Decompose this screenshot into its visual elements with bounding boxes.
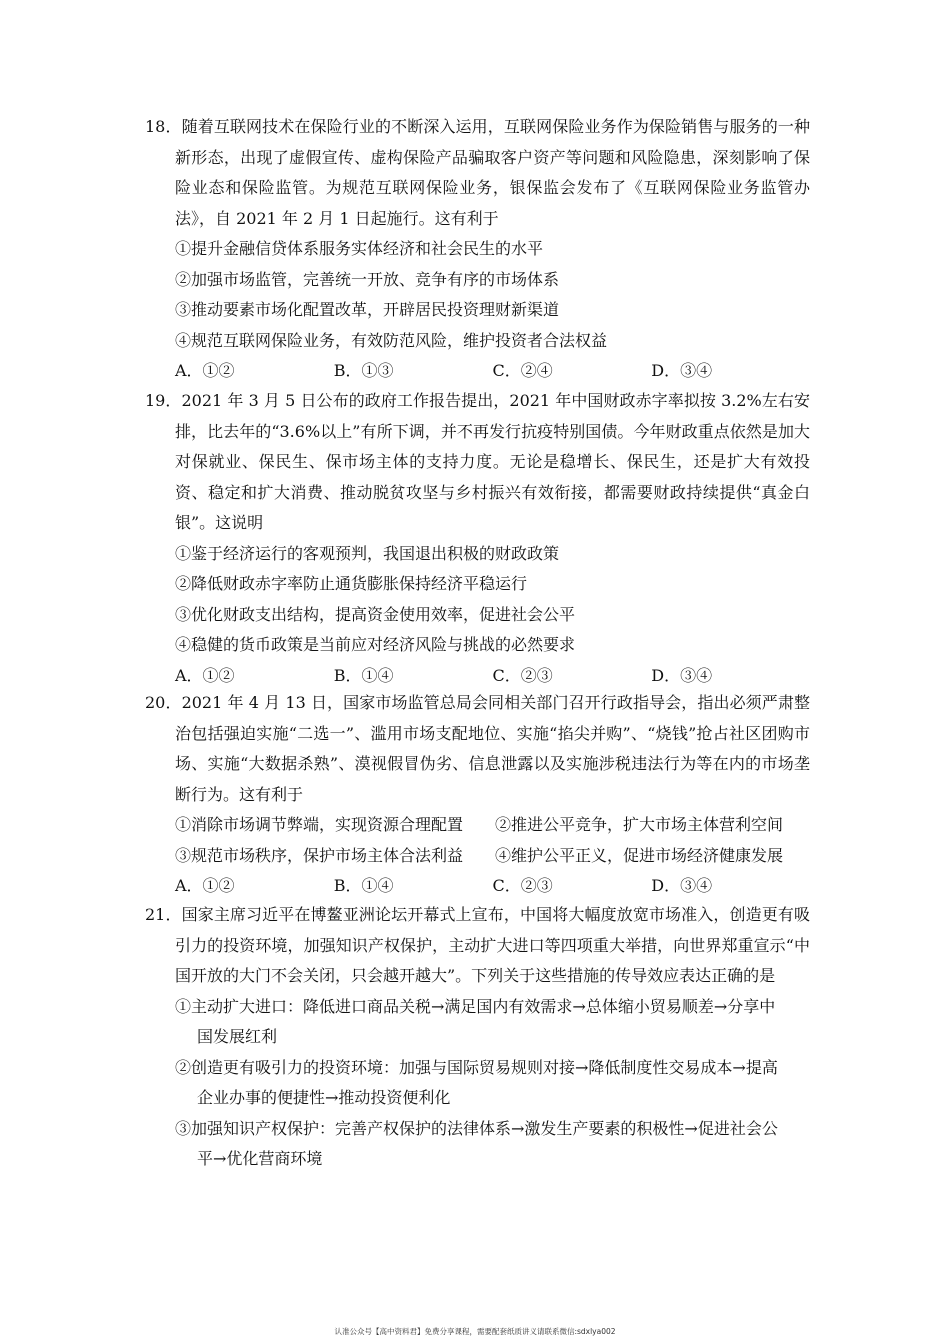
question-20-stem xyxy=(145,688,810,810)
choice-a: A．①② xyxy=(175,876,235,895)
question-18 xyxy=(145,112,810,387)
question-19-option-4: ④稳健的货币政策是当前应对经济风险与挑战的必然要求 xyxy=(175,635,576,654)
question-19-number: 19． xyxy=(145,391,182,410)
page-footer: 认准公众号【高中资料君】免费分享课程，需要配套纸质讲义请联系微信:sdxlya002 xyxy=(334,1327,616,1336)
question-20-number: 20． xyxy=(145,693,182,712)
question-19-stem xyxy=(145,386,810,539)
question-21 xyxy=(145,900,810,1175)
question-18-option-4: ④规范互联网保险业务，有效防范风险，维护投资者合法权益 xyxy=(175,330,608,350)
question-18-option-3: ③推动要素市场化配置改革，开辟居民投资理财新渠道 xyxy=(175,300,560,319)
question-19-choices xyxy=(145,661,810,692)
question-21-option-1 xyxy=(145,992,810,1053)
question-20-choices xyxy=(145,871,810,902)
question-19-text: 2021 年 3 月 5 日公布的政府工作报告提出，2021 年中国财政赤字率拟按 3.2%左右安排，比去年的“3.6%以上”有所下调，并不再发行抗疫特别国债。今年财政重点依然是加大对保就业、保民生、保市场主体的支持力度。无论是稳增长、保民生，还是扩大有效投资、稳定和扩大消费、推动脱贫攻坚与乡村振兴有效衔接，都需要财政持续提供“真金白银”。这说明 xyxy=(175,391,810,532)
question-21-option-2-line-1: ②创造更有吸引力的投资环境：加强与国际贸易规则对接→降低制度性交易成本→提高 xyxy=(175,1057,778,1077)
question-21-stem xyxy=(145,900,810,992)
question-20 xyxy=(145,688,810,902)
question-18-text: 随着互联网技术在保险行业的不断深入运用，互联网保险业务作为保险销售与服务的一种新形态，出现了虚假宣传、虚构保险产品骗取客户资产等问题和风险隐患，深刻影响了保险业态和保险监管。为规范互联网保险业务，银保监会发布了《互联网保险业务监管办法》，自 2021 年 2 月 1 日起施行。这有利于 xyxy=(175,117,810,228)
choice-a: A．①② xyxy=(175,665,235,685)
question-18-choices xyxy=(145,356,810,387)
choice-c: C．②③ xyxy=(492,876,553,895)
question-21-option-3-line-1: ③加强知识产权保护：完善产权保护的法律体系→激发生产要素的积极性→促进社会公 xyxy=(175,1118,778,1138)
question-21-option-2 xyxy=(145,1053,810,1114)
choice-d: D．③④ xyxy=(651,876,713,895)
choice-b: B．①③ xyxy=(333,361,394,380)
question-20-options-row-2 xyxy=(145,841,810,872)
question-21-text: 国家主席习近平在博鳌亚洲论坛开幕式上宣布，中国将大幅度放宽市场准入，创造更有吸引力的投资环境，加强知识产权保护，主动扩大进口等四项重大举措，向世界郑重宣示“中国开放的大门不会关闭，只会越开越大”。下列关于这些措施的传导效应表达正确的是 xyxy=(175,905,810,985)
question-18-number: 18． xyxy=(145,117,182,136)
question-20-text: 2021 年 4 月 13 日，国家市场监管总局会同相关部门召开行政指导会，指出必须严肃整治包括强迫实施“二选一”、滥用市场支配地位、实施“掐尖并购”、“烧钱”抢占社区团购市场、实施“大数据杀熟”、漠视假冒伪劣、信息泄露以及实施涉税违法行为等在内的市场垄断行为。这有利于 xyxy=(175,693,810,804)
question-18-option-2: ②加强市场监管，完善统一开放、竞争有序的市场体系 xyxy=(175,269,560,289)
question-21-option-1-line-2: 国发展红利 xyxy=(197,1027,278,1046)
question-20-option-1: ①消除市场调节弊端，实现资源合理配置 xyxy=(175,815,464,834)
question-20-option-3: ③规范市场秩序，保护市场主体合法利益 xyxy=(175,845,464,865)
question-20-options-row-1 xyxy=(145,810,810,841)
question-21-number: 21． xyxy=(145,905,182,924)
choice-d: D．③④ xyxy=(651,665,713,685)
question-19-option-1: ①鉴于经济运行的客观预判，我国退出积极的财政政策 xyxy=(175,543,560,563)
question-19-option-2: ②降低财政赤字率防止通货膨胀保持经济平稳运行 xyxy=(175,574,528,593)
choice-d: D．③④ xyxy=(651,361,713,380)
question-21-option-1-line-1: ①主动扩大进口：降低进口商品关税→满足国内有效需求→总体缩小贸易顺差→分享中 xyxy=(175,996,776,1016)
choice-a: A．①② xyxy=(175,361,235,380)
choice-c: C．②④ xyxy=(492,361,553,380)
question-21-option-3-line-2: 平→优化营商环境 xyxy=(197,1149,323,1168)
question-19 xyxy=(145,386,810,691)
choice-b: B．①④ xyxy=(333,665,394,685)
choice-b: B．①④ xyxy=(333,876,394,895)
question-20-option-4: ④维护公平正义，促进市场经济健康发展 xyxy=(495,845,784,865)
question-18-option-1: ①提升金融信贷体系服务实体经济和社会民生的水平 xyxy=(175,239,544,258)
question-21-option-2-line-2: 企业办事的便捷性→推动投资便利化 xyxy=(197,1088,451,1107)
choice-c: C．②③ xyxy=(492,665,553,685)
question-20-option-2: ②推进公平竞争，扩大市场主体营利空间 xyxy=(495,815,784,834)
question-19-option-3: ③优化财政支出结构，提高资金使用效率，促进社会公平 xyxy=(175,604,576,624)
question-18-stem xyxy=(145,112,810,234)
question-21-option-3 xyxy=(145,1114,810,1175)
